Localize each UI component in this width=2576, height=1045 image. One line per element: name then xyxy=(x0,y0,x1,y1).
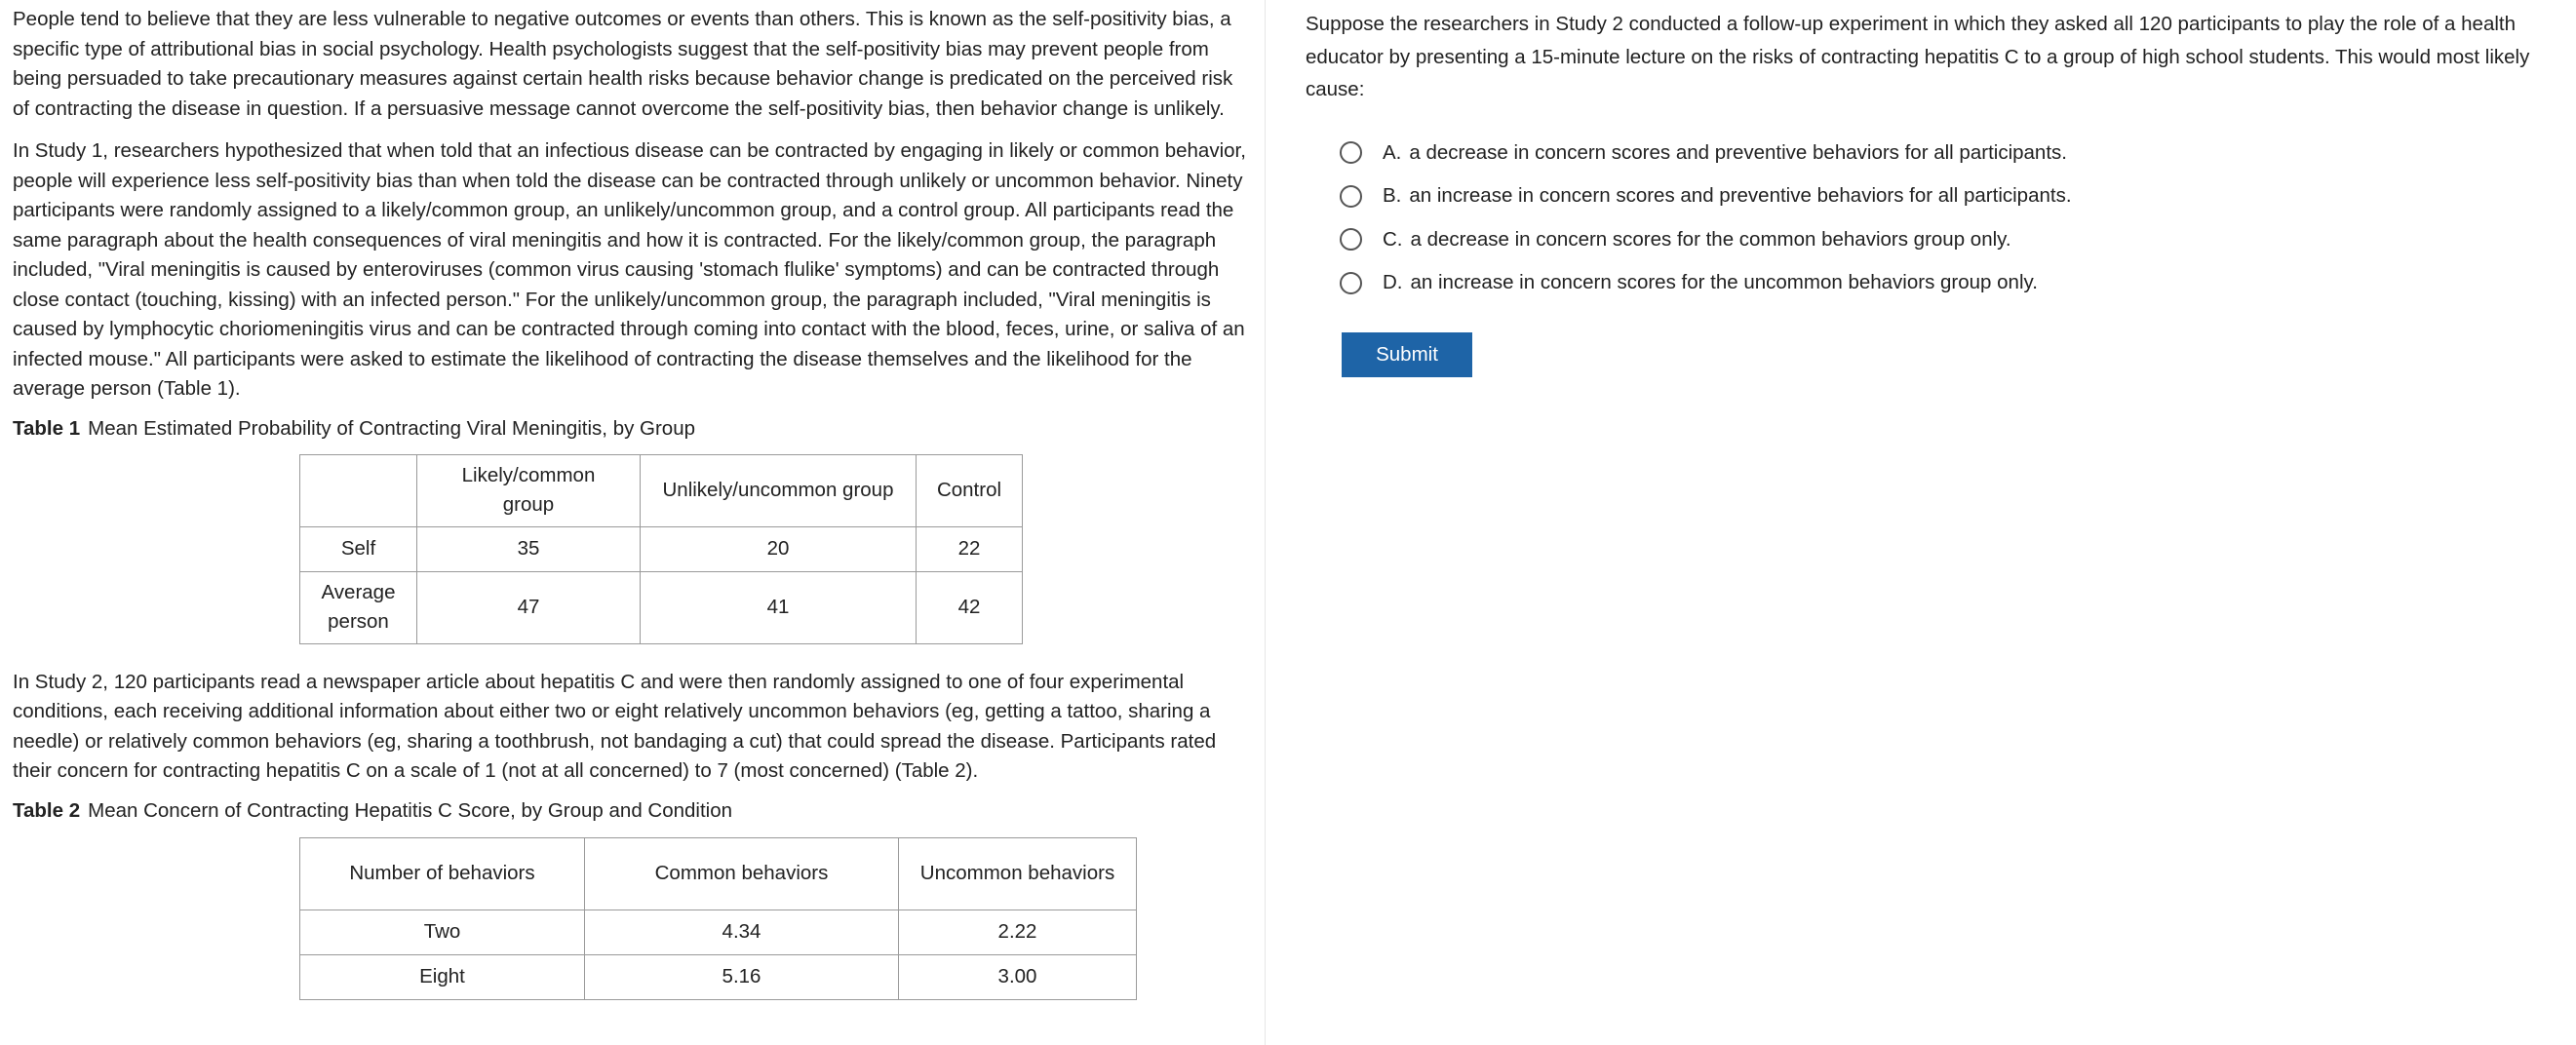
table2-header-cell: Number of behaviors xyxy=(300,837,585,910)
table1-title: Mean Estimated Probability of Contracting Viral Meningitis, by Group xyxy=(88,416,696,440)
radio-button-icon[interactable] xyxy=(1340,272,1362,294)
table2 xyxy=(299,837,1137,1000)
table1-cell: 41 xyxy=(641,571,917,643)
option-letter: A. xyxy=(1383,140,1402,164)
answer-options xyxy=(1340,132,2563,305)
table-row xyxy=(300,910,1137,954)
table2-header-row xyxy=(300,837,1137,910)
table1-cell: 20 xyxy=(641,526,917,571)
table1-caption xyxy=(13,414,1251,444)
passage-paragraph-2: In Study 1, researchers hypothesized that when told that an infectious disease can be contracted by engaging in likely or common behavior, people will experience less self-positivity bias than when told the disease can be contracted through unlikely or uncommon behavior. Ninety participants were randomly assigned to a likely/common group, an unlikely/uncommon group, and a control group. All participants read the same paragraph about the health consequences of viral meningitis and how it is contracted. For the likely/common group, the paragraph included, "Viral meningitis is caused by enteroviruses (common virus causing 'stomach flulike' symptoms) and can be contracted through close contact (touching, kissing) with an infected person." For the unlikely/uncommon group, the paragraph included, "Viral meningitis is caused by lymphocytic choriomeningitis virus and can be contracted through coming into contact with the blood, feces, urine, or saliva of an infected mouse." All participants were asked to estimate the likelihood of contracting the disease themselves and the likelihood for the average person (Table 1). xyxy=(13,139,1246,400)
panel-divider xyxy=(1265,0,1266,1045)
table1-header-cell: Control xyxy=(917,454,1023,526)
radio-button-icon[interactable] xyxy=(1340,141,1362,164)
table2-cell: 2.22 xyxy=(899,910,1137,954)
table1-header-cell xyxy=(300,454,417,526)
passage-paragraph-1: People tend to believe that they are less vulnerable to negative outcomes or events than others. This is known as the self-positivity bias, a specific type of attributional bias in social psychology. Health psychologists suggest that the self-positivity bias may prevent people from being persuaded to take precautionary measures against certain health risks because behavior change is predicated on the perceived risk of contracting the disease in question. If a persuasive message cannot overcome the self-positivity bias, then behavior change is unlikely. xyxy=(13,8,1233,120)
answer-option-a[interactable] xyxy=(1340,132,2563,175)
option-text: an increase in concern scores and preventive behaviors for all participants. xyxy=(1409,184,2072,208)
question-stem: Suppose the researchers in Study 2 conducted a follow-up experiment in which they asked all 120 participants to play the role of a health educator by presenting a 15-minute lecture on the risks of contracting hepatitis C to a group of high school students. This would most likely cause: xyxy=(1306,13,2530,100)
radio-button-icon[interactable] xyxy=(1340,185,1362,208)
table1-cell: 47 xyxy=(417,571,641,643)
passage-panel xyxy=(13,0,1251,1045)
table2-row-label: Eight xyxy=(300,954,585,999)
table1 xyxy=(299,454,1023,644)
option-text: a decrease in concern scores and preventive behaviors for all participants. xyxy=(1409,140,2067,164)
table1-cell: 35 xyxy=(417,526,641,571)
table2-title: Mean Concern of Contracting Hepatitis C Score, by Group and Condition xyxy=(88,798,733,822)
table2-row-label: Two xyxy=(300,910,585,954)
submit-button[interactable]: Submit xyxy=(1342,332,1472,377)
table2-label: Table 2 xyxy=(13,798,81,822)
table-row xyxy=(300,526,1023,571)
table1-cell: 22 xyxy=(917,526,1023,571)
passage-paragraph-3: In Study 2, 120 participants read a newspaper article about hepatitis C and were then randomly assigned to one of four experimental conditions, each receiving additional information about either two or eight relatively uncommon behaviors (eg, getting a tattoo, sharing a needle) or relatively common behaviors (eg, sharing a toothbrush, not bandaging a cut) that could spread the disease. Participants rated their concern for contracting hepatitis C on a scale of 1 (not at all concerned) to 7 (most concerned) (Table 2). xyxy=(13,670,1217,782)
table2-caption xyxy=(13,796,1251,826)
table2-header-cell: Uncommon behaviors xyxy=(899,837,1137,910)
table1-cell: 42 xyxy=(917,571,1023,643)
option-letter: D. xyxy=(1383,271,1403,294)
table1-header-row xyxy=(300,454,1023,526)
table1-header-cell: Unlikely/uncommon group xyxy=(641,454,917,526)
table2-cell: 3.00 xyxy=(899,954,1137,999)
answer-option-b[interactable] xyxy=(1340,174,2563,218)
option-letter: C. xyxy=(1383,227,1403,251)
question-panel xyxy=(1306,0,2563,377)
table2-cell: 5.16 xyxy=(585,954,899,999)
table-row xyxy=(300,571,1023,643)
table1-label: Table 1 xyxy=(13,416,81,440)
answer-option-c[interactable] xyxy=(1340,218,2563,262)
option-letter: B. xyxy=(1383,184,1402,208)
table1-header-cell: Likely/common group xyxy=(417,454,641,526)
table-row xyxy=(300,954,1137,999)
radio-button-icon[interactable] xyxy=(1340,228,1362,251)
table1-row-label: Self xyxy=(300,526,417,571)
option-text: a decrease in concern scores for the common behaviors group only. xyxy=(1410,227,2011,251)
option-text: an increase in concern scores for the uncommon behaviors group only. xyxy=(1410,271,2038,294)
answer-option-d[interactable] xyxy=(1340,261,2563,305)
table1-row-label: Average person xyxy=(300,571,417,643)
table2-header-cell: Common behaviors xyxy=(585,837,899,910)
table2-cell: 4.34 xyxy=(585,910,899,954)
